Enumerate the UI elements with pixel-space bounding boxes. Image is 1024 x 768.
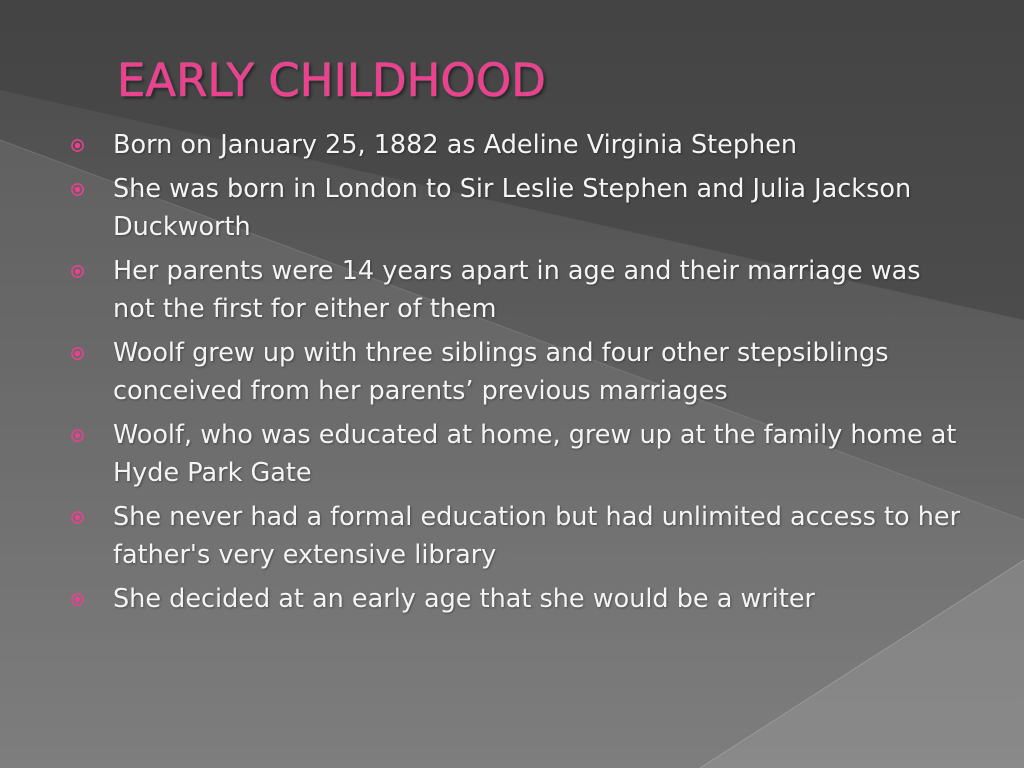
circled-dot-bullet-icon <box>70 428 85 443</box>
list-item <box>70 334 970 410</box>
circled-dot-bullet-icon <box>70 346 85 361</box>
list-item <box>70 126 970 164</box>
bullet-text: Woolf grew up with three siblings and four other stepsiblings conceived from her parents’ previous marriages <box>113 338 889 406</box>
bullet-text: She never had a formal education but had unlimited access to her father's very extensive library <box>113 502 961 570</box>
bullet-text: She was born in London to Sir Leslie Stephen and Julia Jackson Duckworth <box>113 174 912 242</box>
list-item <box>70 170 970 246</box>
bullet-list <box>70 126 970 624</box>
list-item <box>70 580 970 618</box>
bullet-text: Her parents were 14 years apart in age and their marriage was not the first for either of them <box>113 256 921 324</box>
list-item <box>70 498 970 574</box>
circled-dot-bullet-icon <box>70 138 85 153</box>
bullet-text: Born on January 25, 1882 as Adeline Virginia Stephen <box>113 130 798 160</box>
bullet-text: She decided at an early age that she would be a writer <box>113 584 816 614</box>
circled-dot-bullet-icon <box>70 264 85 279</box>
slide-title: EARLY CHILDHOOD <box>117 54 546 107</box>
circled-dot-bullet-icon <box>70 592 85 607</box>
bullet-text: Woolf, who was educated at home, grew up at the family home at Hyde Park Gate <box>113 420 957 488</box>
list-item <box>70 416 970 492</box>
circled-dot-bullet-icon <box>70 510 85 525</box>
circled-dot-bullet-icon <box>70 182 85 197</box>
list-item <box>70 252 970 328</box>
